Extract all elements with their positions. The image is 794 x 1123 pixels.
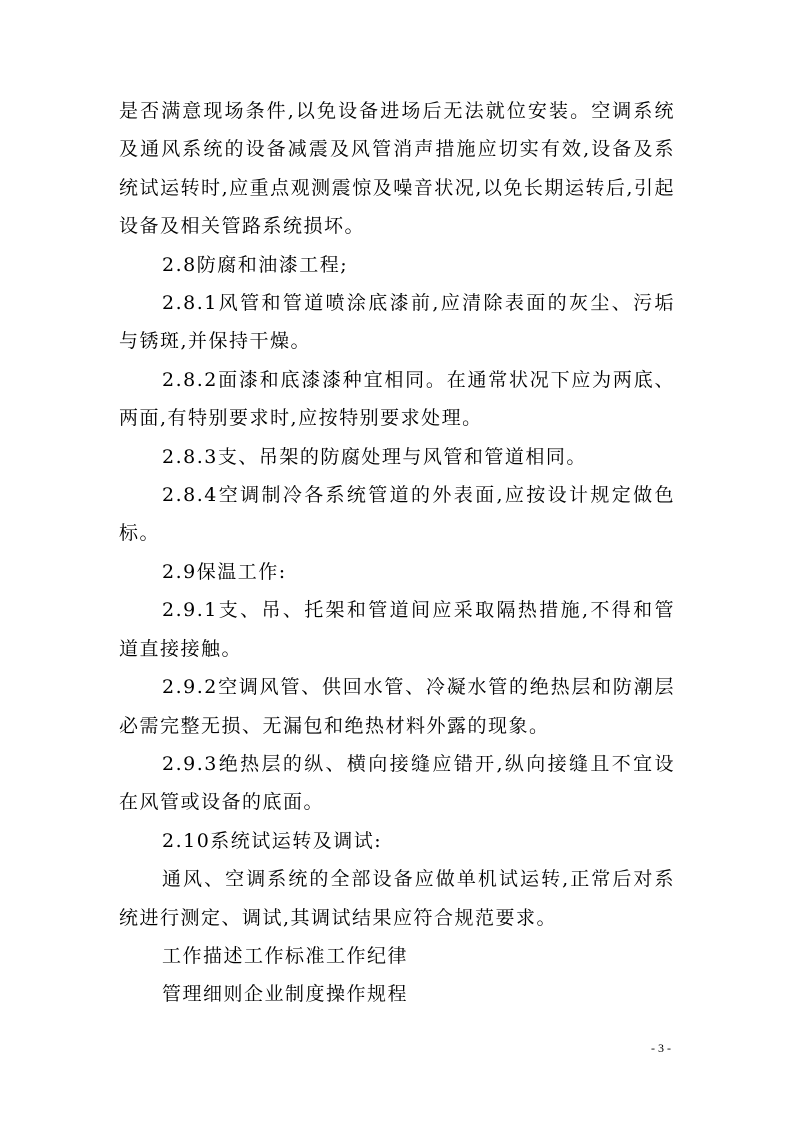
paragraph-2: 2.8防腐和油漆工程; [162, 253, 349, 276]
paragraph-3: 2.8.1风管和管道喷涂底漆前,应清除表面的灰尘、污垢与锈斑,并保持干燥。 [119, 292, 675, 353]
paragraph-11: 2.10系统试运转及调试: [162, 829, 383, 852]
document-body [119, 92, 675, 1014]
paragraph-1: 是否满意现场条件,以免设备进场后无法就位安装。空调系统及通风系统的设备减震及风管消声措施应切实有效,设备及系统试运转时,应重点观测震惊及噪音状况,以免长期运转后,引起设备及相关管路系统损坏。 [119, 100, 675, 238]
footer-line-2: 管理细则企业制度操作规程 [162, 983, 409, 1006]
page-number: - 3 - [651, 1041, 671, 1055]
paragraph-9: 2.9.2空调风管、供回水管、冷凝水管的绝热层和防潮层必需完整无损、无漏包和绝热材料外露的现象。 [119, 676, 675, 737]
paragraph-5: 2.8.3支、吊架的防腐处理与风管和管道相同。 [162, 445, 587, 468]
paragraph-7: 2.9保温工作: [162, 560, 287, 583]
footer-line-1: 工作描述工作标准工作纪律 [162, 944, 409, 967]
paragraph-4: 2.8.2面漆和底漆漆种宜相同。在通常状况下应为两底、两面,有特别要求时,应按特别要求处理。 [119, 368, 675, 430]
paragraph-10: 2.9.3绝热层的纵、横向接缝应错开,纵向接缝且不宜设在风管或设备的底面。 [119, 752, 675, 814]
paragraph-12: 通风、空调系统的全部设备应做单机试运转,正常后对系统进行测定、调试,其调试结果应符合规范要求。 [119, 868, 675, 929]
paragraph-8: 2.9.1支、吊、托架和管道间应采取隔热措施,不得和管道直接接触。 [119, 599, 675, 660]
paragraph-6: 2.8.4空调制冷各系统管道的外表面,应按设计规定做色标。 [119, 484, 675, 545]
